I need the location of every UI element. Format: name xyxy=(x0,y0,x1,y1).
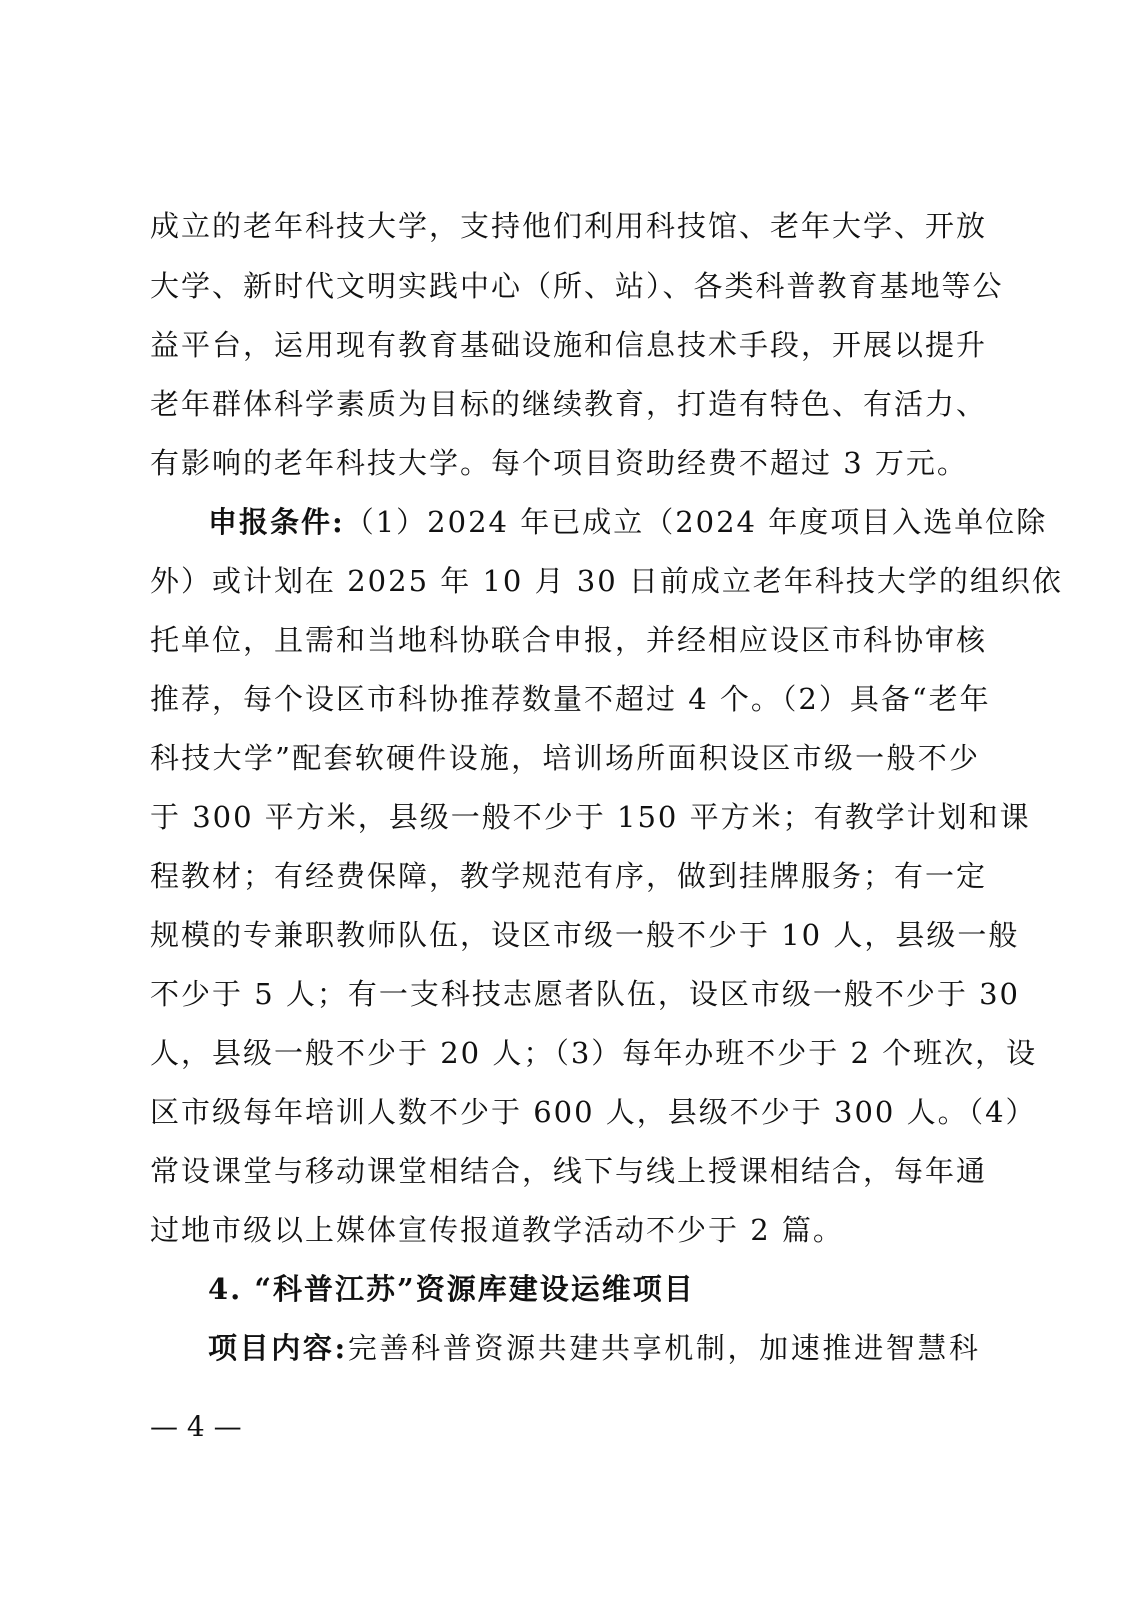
paragraph-line: 科技大学”配套软硬件设施，培训场所面积设区市级一般不少 xyxy=(150,741,980,775)
section-heading: 4. “科普江苏”资源库建设运维项目 xyxy=(208,1272,695,1306)
paragraph-line: 常设课堂与移动课堂相结合，线下与线上授课相结合，每年通 xyxy=(150,1154,988,1188)
project-content-text: 完善科普资源共建共享机制，加速推进智慧科 xyxy=(347,1331,980,1365)
paragraph-line: 有影响的老年科技大学。每个项目资助经费不超过 3 万元。 xyxy=(150,446,968,480)
project-content-label: 项目内容: xyxy=(208,1331,348,1365)
paragraph-line: 大学、新时代文明实践中心（所、站）、各类科普教育基地等公 xyxy=(150,269,1004,303)
paragraph-line: 于 300 平方米，县级一般不少于 150 平方米；有教学计划和课 xyxy=(150,800,1031,834)
paragraph-line: 外）或计划在 2025 年 10 月 30 日前成立老年科技大学的组织依 xyxy=(150,564,1063,598)
page-number: — 4 — xyxy=(150,1410,242,1443)
paragraph-line: 程教材；有经费保障，教学规范有序，做到挂牌服务；有一定 xyxy=(150,859,988,893)
paragraph-line: 区市级每年培训人数不少于 600 人，县级不少于 300 人。（4） xyxy=(150,1095,1037,1129)
conditions-first-line xyxy=(208,504,1048,540)
conditions-label: 申报条件: xyxy=(208,505,345,539)
paragraph-line: 不少于 5 人；有一支科技志愿者队伍，设区市级一般不少于 30 xyxy=(150,977,1021,1011)
project-content-first-line xyxy=(208,1330,980,1366)
paragraph-line: 成立的老年科技大学，支持他们利用科技馆、老年大学、开放 xyxy=(150,209,988,243)
paragraph-line: 益平台，运用现有教育基础设施和信息技术手段，开展以提升 xyxy=(150,328,988,362)
paragraph-line: 推荐，每个设区市科协推荐数量不超过 4 个。（2）具备“老年 xyxy=(150,682,991,716)
paragraph-line: 托单位，且需和当地科协联合申报，并经相应设区市科协审核 xyxy=(150,623,988,657)
paragraph-line: 过地市级以上媒体宣传报道教学活动不少于 2 篇。 xyxy=(150,1213,844,1247)
paragraph-line: 老年群体科学素质为目标的继续教育，打造有特色、有活力、 xyxy=(150,387,988,421)
conditions-text: （1）2024 年已成立（2024 年度项目入选单位除 xyxy=(344,505,1048,539)
paragraph-line: 人，县级一般不少于 20 人；（3）每年办班不少于 2 个班次，设 xyxy=(150,1036,1038,1070)
paragraph-line: 规模的专兼职教师队伍，设区市级一般不少于 10 人，县级一般 xyxy=(150,918,1020,952)
